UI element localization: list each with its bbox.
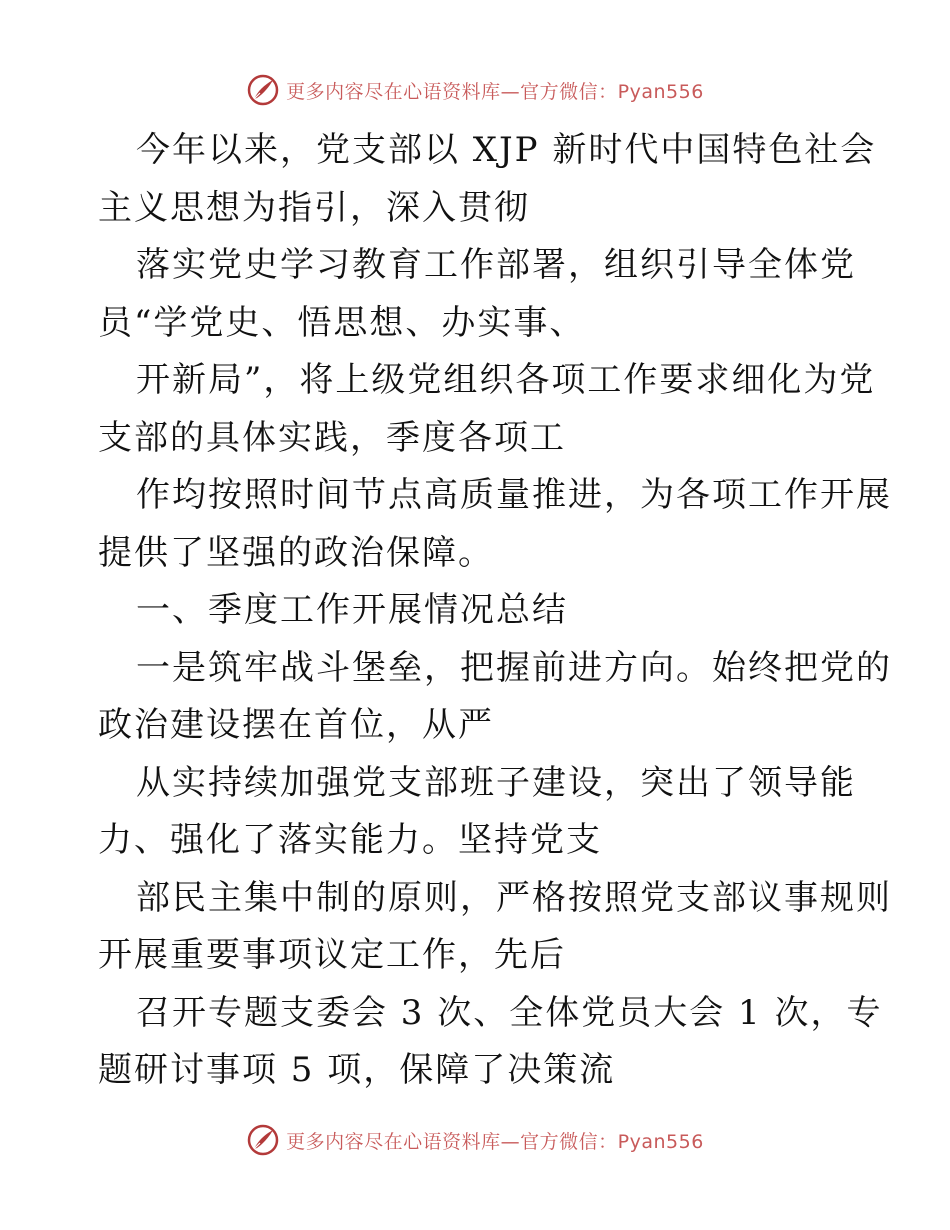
text-line: 召开专题支委会 3 次、全体党员大会 1 次，专 xyxy=(136,992,883,1033)
text-line: 开展重要事项议定工作，先后 xyxy=(98,935,566,975)
text-line: 从实持续加强党支部班子建设，突出了领导能 xyxy=(136,762,856,803)
text-line: 政治建设摆在首位，从严 xyxy=(98,705,494,745)
text-line: 支部的具体实践，季度各项工 xyxy=(98,417,566,458)
watermark-text: 更多内容尽在心语资料库—官方微信：Pyan556 xyxy=(286,80,704,103)
text-line: 员“学党史、悟思想、办实事、 xyxy=(98,302,586,343)
header-watermark xyxy=(0,70,950,110)
text-line: 部民主集中制的原则，严格按照党支部议事规则 xyxy=(136,877,892,918)
text-line: 力、强化了落实能力。坚持党支 xyxy=(98,820,602,860)
text-line: 提供了坚强的政治保障。 xyxy=(98,532,494,573)
text-line: 落实党史学习教育工作部署，组织引导全体党 xyxy=(136,245,856,285)
text-line: 主义思想为指引，深入贯彻 xyxy=(98,187,530,228)
text-line: 作均按照时间节点高质量推进，为各项工作开展 xyxy=(136,475,892,515)
quill-pen-logo-icon xyxy=(246,1123,280,1157)
text-line: 今年以来，党支部以 XJP 新时代中国特色社会 xyxy=(136,130,877,170)
text-line: 开新局”，将上级党组织各项工作要求细化为党 xyxy=(136,360,876,400)
section-heading: 一、季度工作开展情况总结 xyxy=(136,590,568,630)
text-line: 一是筑牢战斗堡垒，把握前进方向。始终把党的 xyxy=(136,647,892,688)
footer-watermark xyxy=(0,1120,950,1160)
document-body xyxy=(98,122,892,1100)
text-line: 题研讨事项 5 项，保障了决策流 xyxy=(98,1050,616,1090)
watermark-text: 更多内容尽在心语资料库—官方微信：Pyan556 xyxy=(286,1130,704,1153)
quill-pen-logo-icon xyxy=(246,73,280,107)
